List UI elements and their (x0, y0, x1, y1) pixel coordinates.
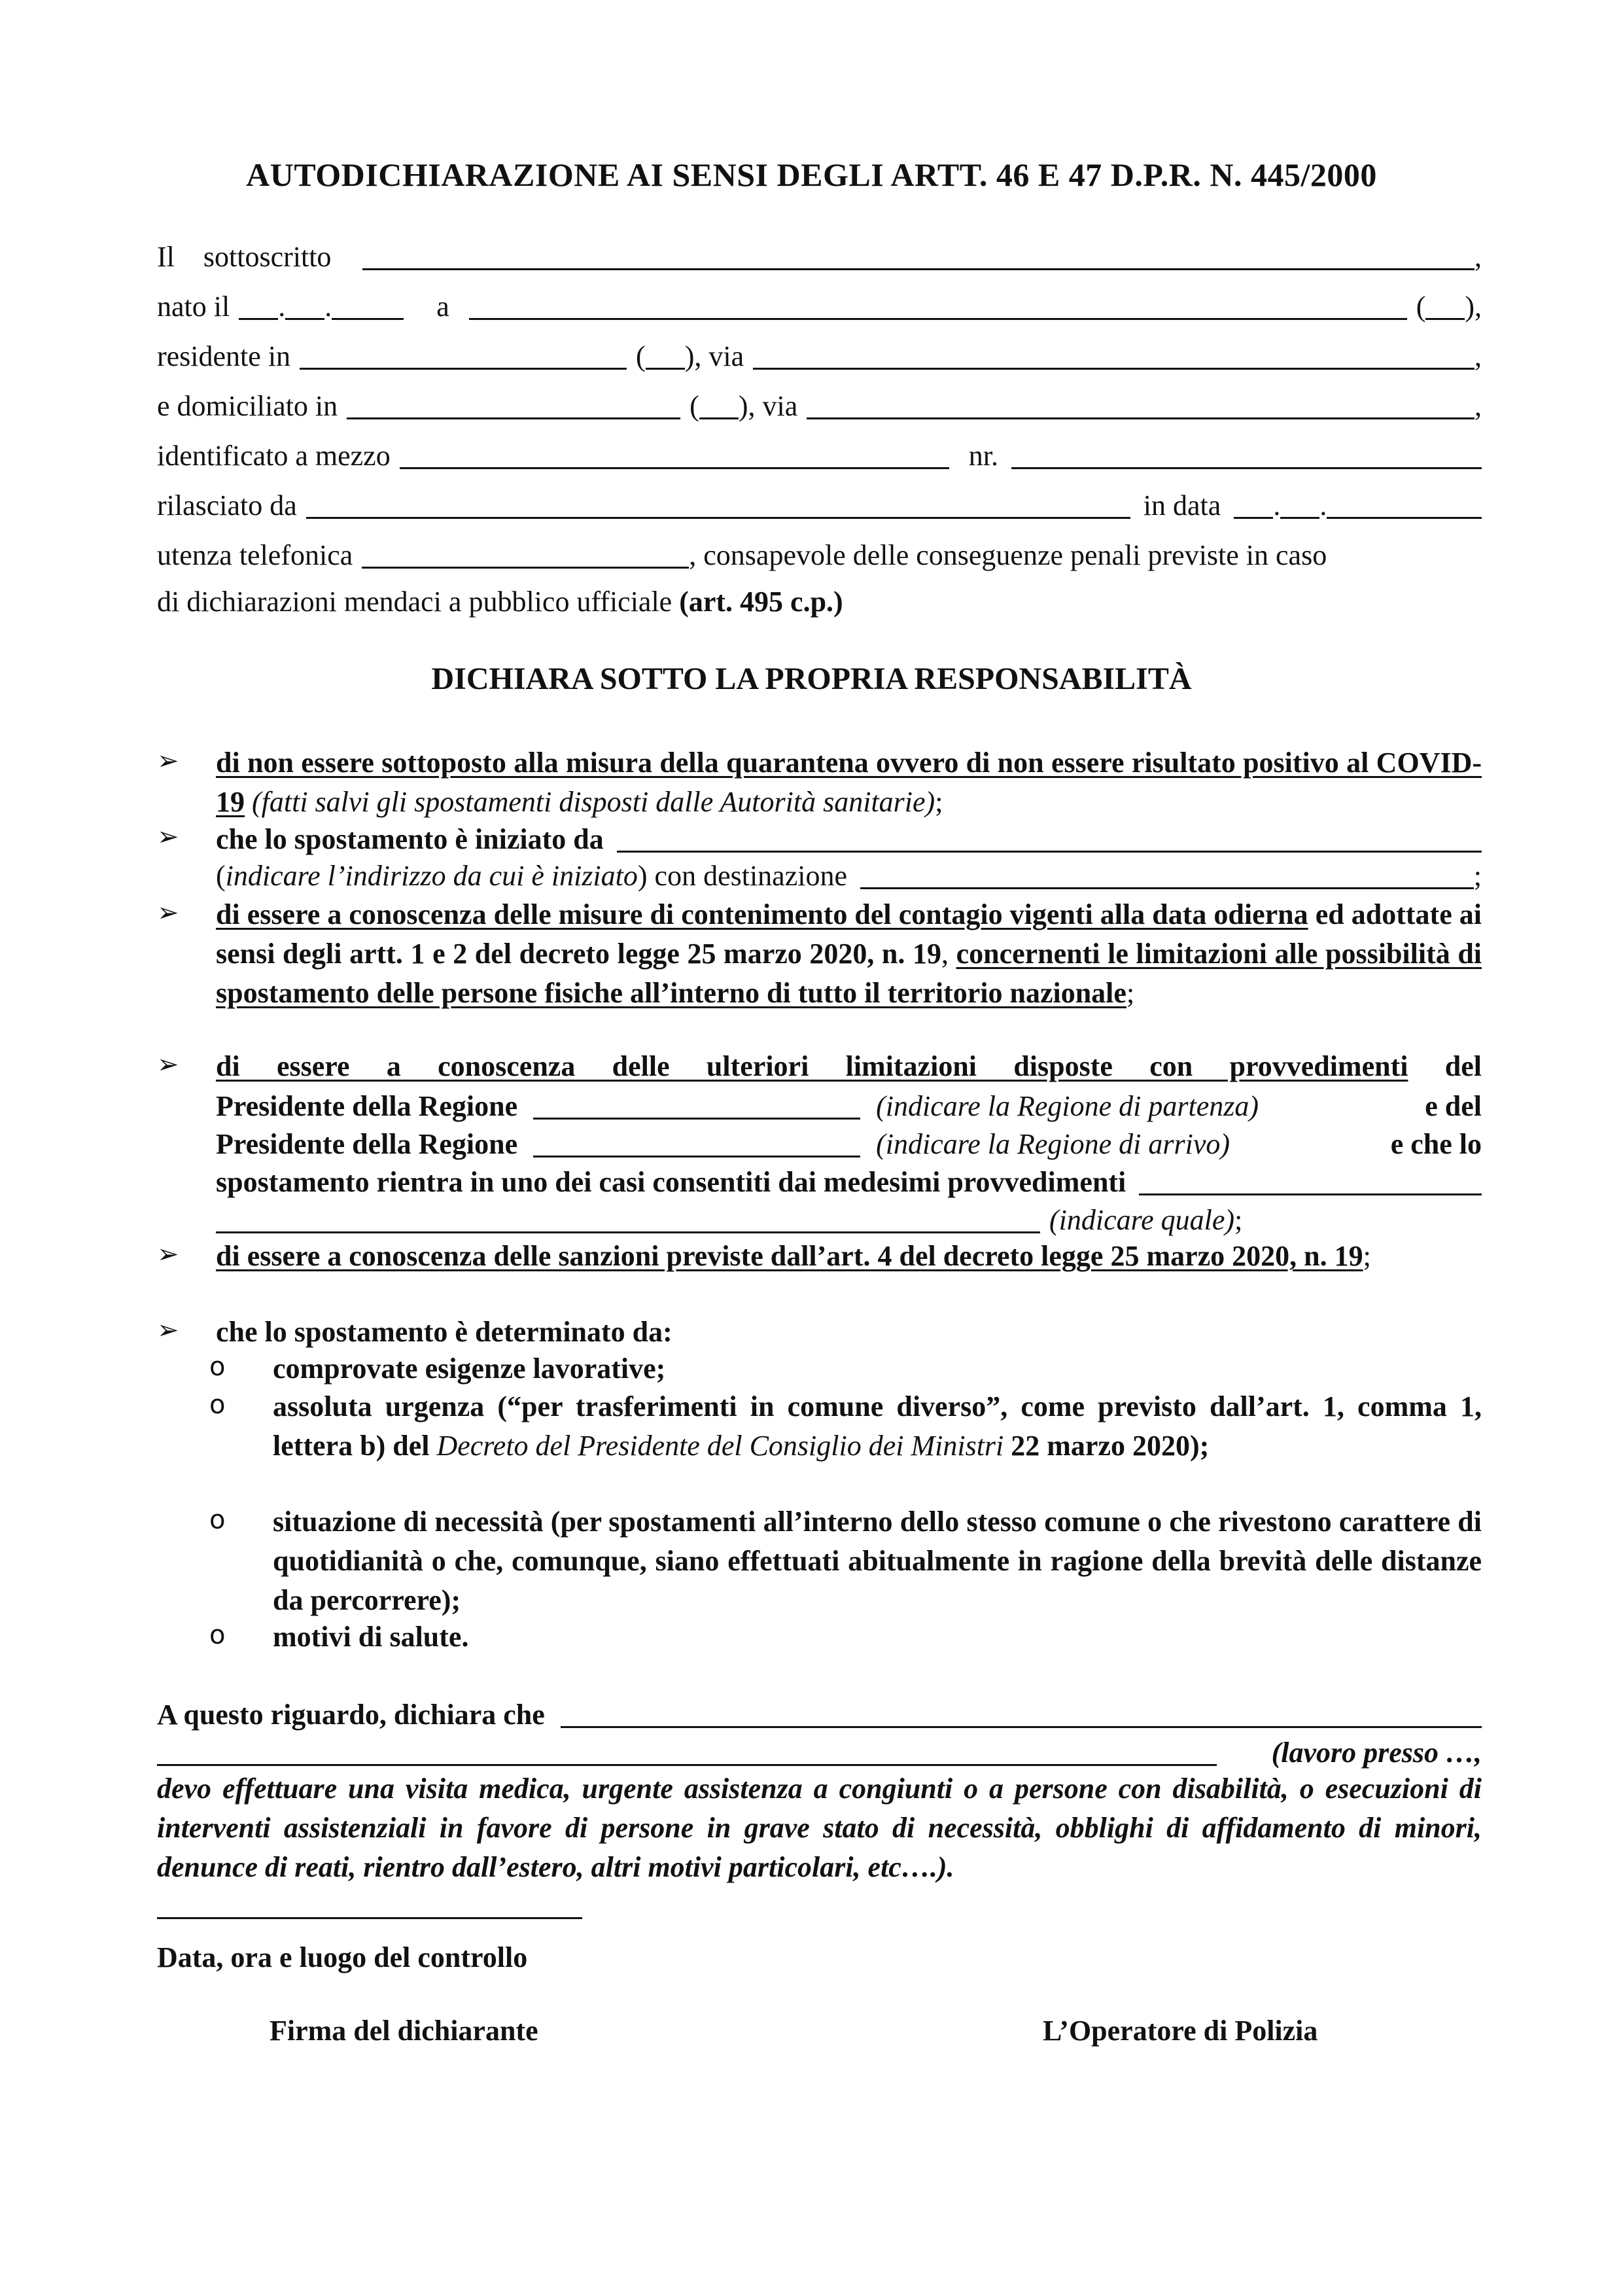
semicolon: ; (1126, 977, 1135, 1009)
destination-field[interactable] (860, 858, 1474, 889)
bullet-arrow-icon: ➢ (157, 1315, 179, 1345)
dichiarazioni-text: di dichiarazioni mendaci a pubblico ufficiale (157, 586, 672, 618)
origin-address-field[interactable] (617, 822, 1482, 853)
semicolon: ; (1473, 860, 1482, 892)
rientra-text: spostamento rientra in uno dei casi consentiti dai medesimi provvedimenti (216, 1166, 1126, 1198)
phone-field[interactable] (362, 538, 689, 569)
field-row-residente (157, 335, 1482, 374)
comma: , (941, 938, 956, 970)
via-label: ), via (738, 390, 798, 422)
paren-open: ( (1416, 291, 1426, 323)
quale-row (216, 1199, 1482, 1238)
paren-open: ( (689, 390, 699, 422)
riguardo-row (157, 1693, 1482, 1733)
bullet-arrow-icon: ➢ (157, 822, 179, 852)
reason-salute: motivi di salute. (273, 1621, 469, 1653)
birth-place-field[interactable] (469, 289, 1407, 320)
birth-province-field[interactable] (1425, 289, 1465, 320)
presidente-label: Presidente della Regione (216, 1128, 518, 1160)
control-field[interactable] (157, 1917, 582, 1919)
issue-year-field[interactable] (1327, 488, 1482, 519)
list-item-ulteriori (216, 1047, 1482, 1086)
comma: , (1475, 340, 1482, 372)
field-row-dichiarazioni (157, 582, 1482, 622)
residence-city-field[interactable] (300, 339, 627, 370)
rilasciato-label: rilasciato da (157, 489, 297, 521)
consapevole-text: , consapevole delle conseguenze penali previste in caso (689, 539, 1327, 571)
examples-hint: devo effettuare una visita medica, urgente assistenza a congiunti o a persone con disabilità, o esecuzioni di interventi assistenziali in favore di persone in grave stato di necessità, obblighi di affidamento di minori, denunce di reati, rientro dall’estero, altri motivi particolari, etc….). (157, 1773, 1482, 1883)
domicile-province-field[interactable] (699, 389, 739, 419)
nr-label: nr. (968, 440, 998, 472)
ulteriori-del: del (1408, 1050, 1482, 1082)
lavoro-row (157, 1731, 1482, 1771)
regione-partenza-row (216, 1085, 1482, 1124)
arrivo-hint: (indicare la Regione di arrivo) (876, 1128, 1230, 1160)
date-separator: . (1273, 489, 1281, 521)
issue-day-field[interactable] (1234, 488, 1273, 519)
lavoro-hint: (lavoro presso …, (1271, 1737, 1482, 1769)
issue-month-field[interactable] (1280, 488, 1319, 519)
departure-region-field[interactable] (533, 1089, 860, 1120)
list-item-spostamento (216, 818, 1482, 857)
destination-row (216, 855, 1482, 894)
e-che-lo: e che lo (1390, 1128, 1482, 1160)
via-label: ), via (684, 340, 744, 372)
art-reference: (art. 495 c.p.) (679, 586, 843, 618)
bullet-arrow-icon: ➢ (157, 1239, 179, 1269)
field-row-rilasciato (157, 484, 1482, 523)
utenza-label: utenza telefonica (157, 539, 353, 571)
quarantena-note: (fatti salvi gli spostamenti disposti dalle Autorità sanitarie) (245, 786, 935, 818)
date-separator: . (1319, 489, 1327, 521)
urgenza-date: 22 marzo 2020); (1003, 1430, 1210, 1462)
provvedimento-field-2[interactable] (216, 1203, 1040, 1233)
checkbox-circle-icon[interactable]: o (209, 1620, 226, 1650)
reason-urgenza (273, 1387, 1489, 1466)
riguardo-label: A questo riguardo, dichiara che (157, 1699, 545, 1731)
urgenza-text: assoluta urgenza (“per trasferimenti in comune diverso”, come previsto dall’art. 1, comma 1, lettera b) del (273, 1390, 1489, 1462)
reason-lavoro: comprovate esigenze lavorative; (273, 1352, 666, 1385)
list-item-sanzioni (216, 1237, 1482, 1276)
semicolon: ; (935, 786, 943, 818)
contenimento-text-1: di essere a conoscenza delle misure di contenimento del contagio vigenti alla data odierna (216, 898, 1308, 930)
list-item-contenimento (216, 895, 1482, 1013)
paren-open: ( (216, 860, 226, 892)
contenimento-text-2: ed adottate ai sensi degli artt. 1 e 2 del decreto legge 25 marzo 2020, n. 19 (216, 898, 1482, 970)
ulteriori-text: di essere a conoscenza delle ulteriori limitazioni disposte con provvedimenti (216, 1050, 1408, 1082)
domicile-street-field[interactable] (807, 389, 1475, 419)
identificato-label: identificato a mezzo (157, 440, 391, 472)
indirizzo-hint: indicare l’indirizzo da cui è iniziato (225, 860, 638, 892)
checkbox-circle-icon[interactable]: o (209, 1352, 226, 1382)
nato-label: nato il (157, 291, 230, 323)
list-item-determinato (216, 1313, 1482, 1352)
riguardo-field[interactable] (561, 1697, 1482, 1728)
comma: , (1475, 390, 1482, 422)
dpcm-title: Decreto del Presidente del Consiglio dei Ministri (436, 1430, 1004, 1462)
paren-close: ), (1465, 291, 1482, 323)
reason-necessita: situazione di necessità (per spostamenti all’interno dello stesso comune o che rivestono carattere di quotidianità o che, comunque, siano effettuati abitualmente in ragione della brevità delle distanze da percorrere); (273, 1506, 1482, 1616)
officer-label: L’Operatore di Polizia (1043, 2015, 1318, 2047)
document-type-field[interactable] (400, 438, 949, 469)
checkbox-circle-icon[interactable]: o (209, 1505, 226, 1535)
destination-label: ) con destinazione (637, 860, 847, 892)
signature-label: Firma del dichiarante (270, 2015, 538, 2047)
partenza-hint: (indicare la Regione di partenza) (876, 1090, 1259, 1122)
bullet-arrow-icon: ➢ (157, 898, 179, 928)
field-row-sottoscritto (157, 236, 1482, 275)
domicile-city-field[interactable] (347, 389, 680, 419)
semicolon: ; (1234, 1204, 1243, 1236)
spostamento-label: che lo spostamento è iniziato da (216, 823, 604, 855)
provvedimento-field[interactable] (1139, 1165, 1482, 1195)
determinato-text: che lo spostamento è determinato da: (216, 1316, 672, 1348)
issuer-field[interactable] (306, 488, 1130, 519)
control-label: Data, ora e luogo del controllo (157, 1941, 528, 1973)
birth-day-field[interactable] (239, 289, 278, 320)
e-del: e del (1425, 1090, 1482, 1122)
birth-year-field[interactable] (332, 289, 404, 320)
sanzioni-text: di essere a conoscenza delle sanzioni previste dall’art. 4 del decreto legge 25 marzo 2020, n. 19 (216, 1240, 1363, 1272)
arrival-region-field[interactable] (533, 1127, 860, 1157)
bullet-arrow-icon: ➢ (157, 1050, 179, 1080)
regione-arrivo-row (216, 1123, 1482, 1162)
paren-open: ( (636, 340, 646, 372)
field-row-utenza (157, 534, 1482, 573)
in-data-label: in data (1143, 489, 1221, 521)
semicolon: ; (1363, 1240, 1371, 1272)
sottoscritto-field[interactable] (362, 239, 1475, 270)
document-title: AUTODICHIARAZIONE AI SENSI DEGLI ARTT. 46 E 47 D.P.R. N. 445/2000 (246, 156, 1377, 193)
examples-text (157, 1769, 1482, 1887)
checkbox-circle-icon[interactable]: o (209, 1390, 226, 1420)
domiciliato-label: e domiciliato in (157, 390, 338, 422)
rientra-row (216, 1161, 1482, 1200)
document-number-field[interactable] (1011, 438, 1482, 469)
residence-province-field[interactable] (646, 339, 685, 370)
date-separator: . (278, 291, 286, 323)
field-row-domiciliato (157, 385, 1482, 424)
a-label: a (436, 291, 449, 323)
sottoscritto-label: Il sottoscritto (157, 241, 332, 273)
comma: , (1475, 241, 1482, 273)
birth-month-field[interactable] (285, 289, 324, 320)
residence-street-field[interactable] (753, 339, 1475, 370)
riguardo-field-2[interactable] (157, 1735, 1217, 1766)
date-separator: . (324, 291, 332, 323)
residente-label: residente in (157, 340, 291, 372)
list-item-quarantena (216, 743, 1482, 822)
field-row-identificato (157, 434, 1482, 474)
field-row-nato (157, 285, 1482, 325)
quale-hint: (indicare quale) (1049, 1204, 1235, 1236)
quarantena-text: di non essere sottoposto alla misura della quarantena ovvero di non essere risultato positivo al COVID-19 (216, 747, 1482, 818)
bullet-arrow-icon: ➢ (157, 746, 179, 776)
presidente-label: Presidente della Regione (216, 1090, 518, 1122)
section-title: DICHIARA SOTTO LA PROPRIA RESPONSABILITÀ (431, 662, 1192, 696)
contenimento-text-3: concernenti le limitazioni alle possibilità di spostamento delle persone fisiche all’interno di tutto il territorio nazionale (216, 938, 1482, 1009)
